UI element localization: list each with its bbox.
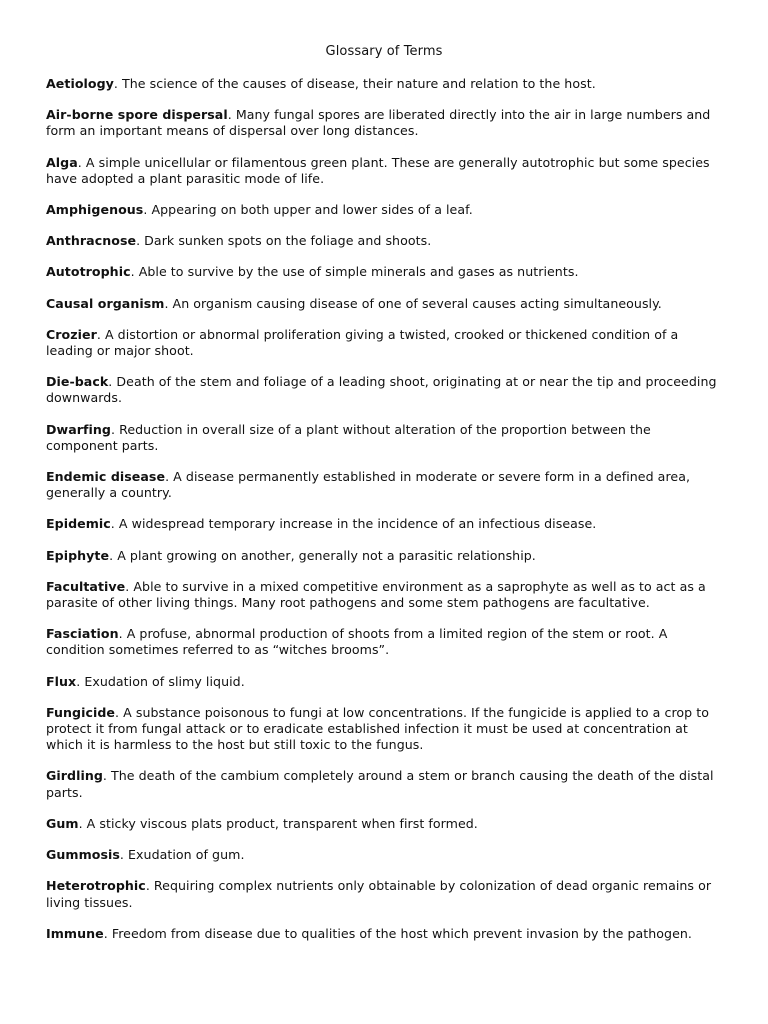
glossary-term: Causal organism [46, 295, 165, 311]
glossary-definition: . A profuse, abnormal production of shoots from a limited region of the stem or root. A condition sometimes referred to as “witches brooms”. [46, 626, 668, 658]
glossary-term: Gummosis [46, 847, 120, 863]
glossary-entry [46, 76, 726, 92]
glossary-term: Alga [46, 154, 78, 170]
glossary-definition: . A disease permanently established in moderate or severe form in a defined area, generally a country. [46, 469, 691, 501]
glossary-definition: . The science of the causes of disease, their nature and relation to the host. [113, 76, 596, 91]
glossary-entry [46, 516, 726, 532]
glossary-definition: . A plant growing on another, generally not a parasitic relationship. [109, 547, 536, 563]
glossary-definition: . Requiring complex nutrients only obtainable by colonization of dead organic remains or living tissues. [46, 878, 712, 910]
glossary-term: Flux [46, 673, 77, 689]
glossary-entry [46, 469, 726, 501]
glossary-term: Gum [46, 815, 79, 831]
glossary-entry [46, 579, 726, 611]
glossary-entry [46, 233, 726, 249]
glossary-term: Epiphyte [46, 547, 110, 563]
glossary-definition: . A substance poisonous to fungi at low concentrations. If the fungicide is applied to a crop to protect it from fungal attack or to eradicate established infection it must be used at concentration at which it is harmless to the host but still toxic to the fungus. [46, 704, 709, 753]
glossary-entry [46, 847, 726, 863]
glossary-term: Air-borne spore dispersal [46, 107, 228, 123]
glossary-definition: . Able to survive by the use of simple minerals and gases as nutrients. [130, 264, 579, 280]
glossary-entry [46, 878, 726, 910]
glossary-entry [46, 626, 726, 658]
glossary-definition: . Exudation of gum. [119, 847, 245, 863]
glossary-definition: . Appearing on both upper and lower sides of a leaf. [143, 202, 473, 218]
glossary-definition: . A simple unicellular or filamentous green plant. These are generally autotrophic but some species have adopted a plant parasitic mode of life. [46, 154, 710, 186]
glossary-term: Girdling [46, 768, 103, 784]
glossary-definition: . Able to survive in a mixed competitive environment as a saprophyte as well as to act as a parasite of other living things. Many root pathogens and some stem pathogens are facultative. [46, 578, 706, 611]
glossary-definition: . Freedom from disease due to qualities of the host which prevent invasion by the pathogen. [103, 925, 692, 941]
glossary-entry [46, 155, 726, 187]
glossary-entry [46, 107, 726, 139]
glossary-definition: . Death of the stem and foliage of a leading shoot, originating at or near the tip and proceeding downwards. [46, 374, 717, 406]
glossary-definition: . Dark sunken spots on the foliage and shoots. [136, 233, 432, 249]
glossary-list [46, 76, 726, 957]
glossary-term: Die-back [46, 374, 109, 390]
glossary-term: Endemic disease [46, 469, 166, 485]
glossary-definition: . Exudation of slimy liquid. [76, 673, 245, 689]
glossary-term: Fasciation [46, 626, 119, 642]
glossary-entry [46, 816, 726, 832]
glossary-term: Immune [46, 925, 104, 941]
glossary-definition: . Many fungal spores are liberated directly into the air in large numbers and form an important means of dispersal over long distances. [46, 107, 711, 139]
glossary-definition: . Reduction in overall size of a plant without alteration of the proportion between the component parts. [46, 421, 651, 453]
glossary-definition: . A sticky viscous plats product, transparent when first formed. [78, 815, 478, 831]
glossary-definition: . The death of the cambium completely around a stem or branch causing the death of the distal parts. [46, 768, 714, 800]
glossary-term: Fungicide [46, 704, 116, 720]
glossary-term: Anthracnose [46, 233, 137, 249]
glossary-entry [46, 422, 726, 454]
glossary-term: Autotrophic [46, 264, 131, 280]
glossary-definition: . A widespread temporary increase in the incidence of an infectious disease. [110, 516, 597, 532]
glossary-entry [46, 202, 726, 218]
glossary-term: Amphigenous [46, 202, 144, 218]
glossary-definition: . An organism causing disease of one of several causes acting simultaneously. [164, 295, 662, 311]
glossary-term: Heterotrophic [46, 878, 146, 894]
glossary-term: Facultative [46, 578, 126, 594]
glossary-term: Dwarfing [46, 421, 111, 437]
glossary-term: Crozier [46, 326, 97, 342]
glossary-entry [46, 296, 726, 312]
glossary-entry [46, 768, 726, 800]
glossary-entry [46, 674, 726, 690]
glossary-entry [46, 264, 726, 280]
glossary-entry [46, 327, 726, 359]
glossary-entry [46, 374, 726, 406]
glossary-term: Aetiology [46, 76, 114, 91]
glossary-entry [46, 926, 726, 942]
page-title: Glossary of Terms [325, 44, 443, 59]
glossary-definition: . A distortion or abnormal proliferation giving a twisted, crooked or thickened condition of a leading or major shoot. [46, 326, 679, 359]
glossary-entry [46, 705, 726, 754]
glossary-entry [46, 548, 726, 564]
glossary-term: Epidemic [46, 516, 111, 532]
